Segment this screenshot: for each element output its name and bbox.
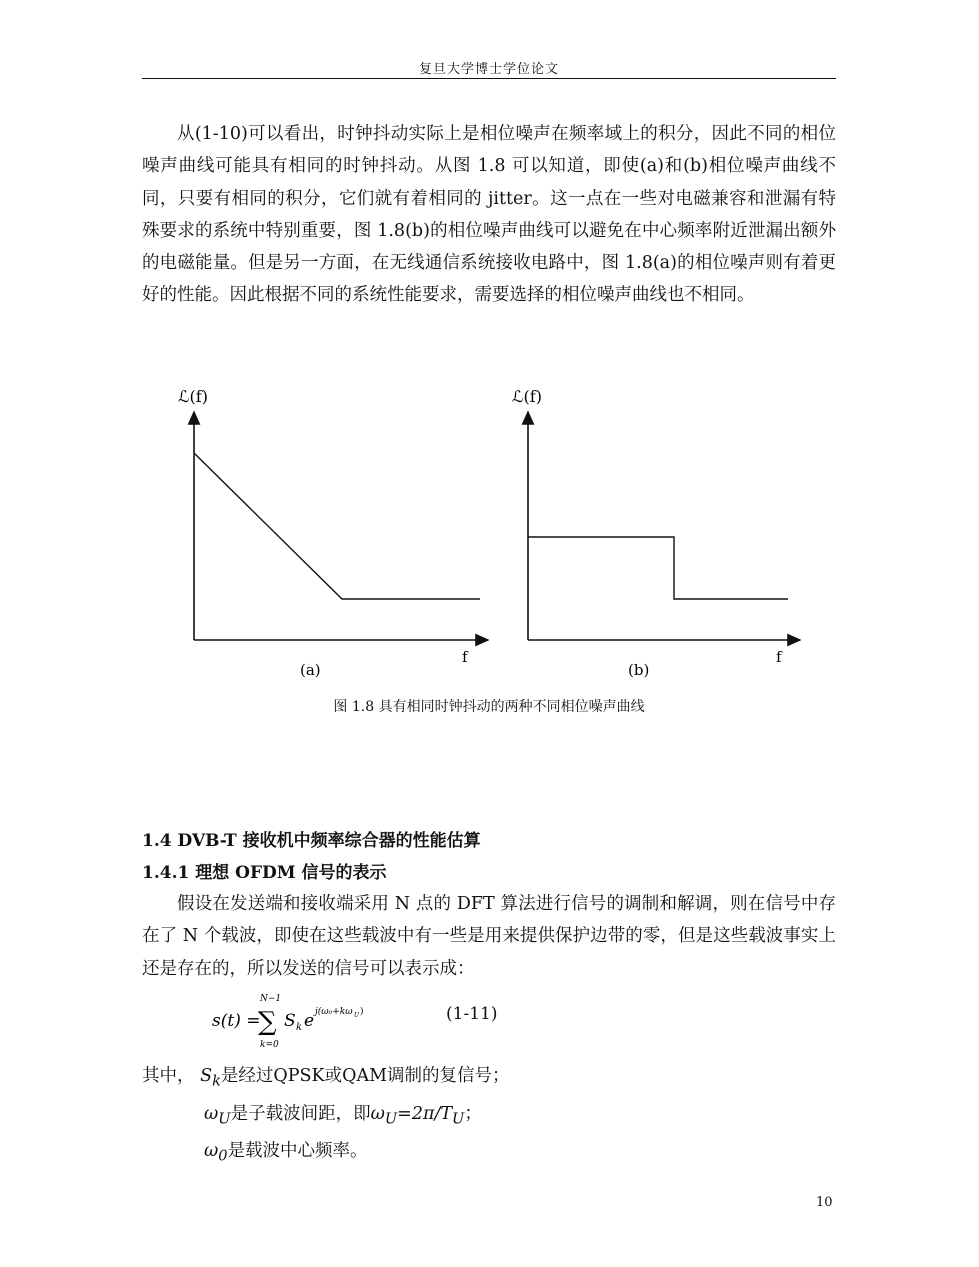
eq-sum-sign: ∑: [258, 1007, 277, 1037]
figure-caption: 图 1.8 具有相同时钟抖动的两种不同相位噪声曲线: [333, 699, 645, 715]
header-rule: [142, 78, 836, 79]
definition-omega-u: [142, 1098, 510, 1136]
equation-number: (1-11): [446, 1004, 498, 1024]
eq-term-sub: k: [296, 1022, 303, 1033]
symbol-definitions: [142, 1060, 510, 1173]
paragraph-jitter-discussion: 从(1-10)可以看出，时钟抖动实际上是相位噪声在频率域上的积分，因此不同的相位噪声曲线可能具有相同的时钟抖动。从图 1.8 可以知道，即使(a)和(b)相位噪声曲线不同，只要有相同的积分，它们就有着相同的 jitter。这一点在一些对电磁兼容和泄漏有特殊要求的系统中特别重要，图 1.8(b)的相位噪声曲线可以避免在中心频率附近泄漏出额外的电磁能量。但是另一方面，在无线通信系统接收电路中，图 1.8(a)的相位噪声则有着更好的性能。因此根据不同的系统性能要求，需要选择的相位噪声曲线也不相同。: [142, 124, 836, 306]
page-number: 10: [816, 1195, 833, 1210]
eq-exp-base: e: [304, 1011, 315, 1031]
figure-phase-noise-curves: [142, 382, 836, 682]
section-heading: 1.4 DVB-T 接收机中频率综合器的性能估算: [142, 831, 481, 851]
eq-sum-upper: N−1: [260, 994, 282, 1004]
def-w0-symbol: ω: [204, 1141, 219, 1161]
def-wu-sub: U: [218, 1110, 231, 1127]
def-w0-sub: 0: [218, 1147, 228, 1165]
panel-a-xlabel: f: [462, 648, 468, 666]
definition-omega-0: [142, 1135, 510, 1173]
eq-sum-lower: k=0: [260, 1040, 279, 1050]
def-w0-text: 是载波中心频率。: [227, 1141, 368, 1161]
eq-exponent-close: ): [360, 1007, 364, 1017]
eq-term: S: [284, 1011, 296, 1031]
panel-a-ylabel: ℒ(f): [178, 387, 208, 406]
panel-b-ylabel: ℒ(f): [512, 387, 542, 406]
paragraph-ofdm-signal: 假设在发送端和接收端采用 N 点的 DFT 算法进行信号的调制和解调，则在信号中存在了 N 个载波，即使在这些载波中有一些是用来提供保护边带的零，但是这些载波事实上还是存在的，所以发送的信号可以表示成：: [142, 894, 836, 979]
panel-b: [512, 387, 800, 679]
panel-a-curve: [194, 453, 480, 599]
panel-a: [178, 387, 488, 679]
def-wu-symbol: ω: [204, 1103, 219, 1124]
def-sk-sub: k: [212, 1072, 221, 1090]
eq-exponent-sub: U: [354, 1012, 360, 1019]
panel-b-curve: [528, 537, 788, 599]
def-sk-text: 是经过QPSK或QAM调制的复信号；: [220, 1066, 510, 1086]
eq-lhs: s(t) =: [212, 1011, 261, 1031]
def-wu-text: 是子载波间距，即: [230, 1103, 371, 1124]
definition-sk: [142, 1060, 510, 1098]
panel-b-sublabel: (b): [628, 661, 650, 679]
def-sk-symbol: S: [200, 1066, 213, 1086]
def-wu-formula-symbol: ω: [370, 1103, 385, 1124]
eq-exponent: j(ω₀+kω: [315, 1007, 353, 1017]
running-header: 复旦大学博士学位论文: [418, 62, 559, 77]
panel-b-xlabel: f: [776, 648, 782, 666]
def-wu-formula-eq: =2π/T: [397, 1103, 453, 1124]
def-wu-end: ；: [464, 1103, 482, 1124]
panel-a-sublabel: (a): [300, 661, 321, 679]
definitions-lead: 其中，: [142, 1066, 195, 1086]
def-wu-formula-sub: U: [384, 1110, 398, 1127]
subsection-heading: 1.4.1 理想 OFDM 信号的表示: [142, 863, 387, 883]
def-wu-formula-sub2: U: [452, 1110, 465, 1127]
